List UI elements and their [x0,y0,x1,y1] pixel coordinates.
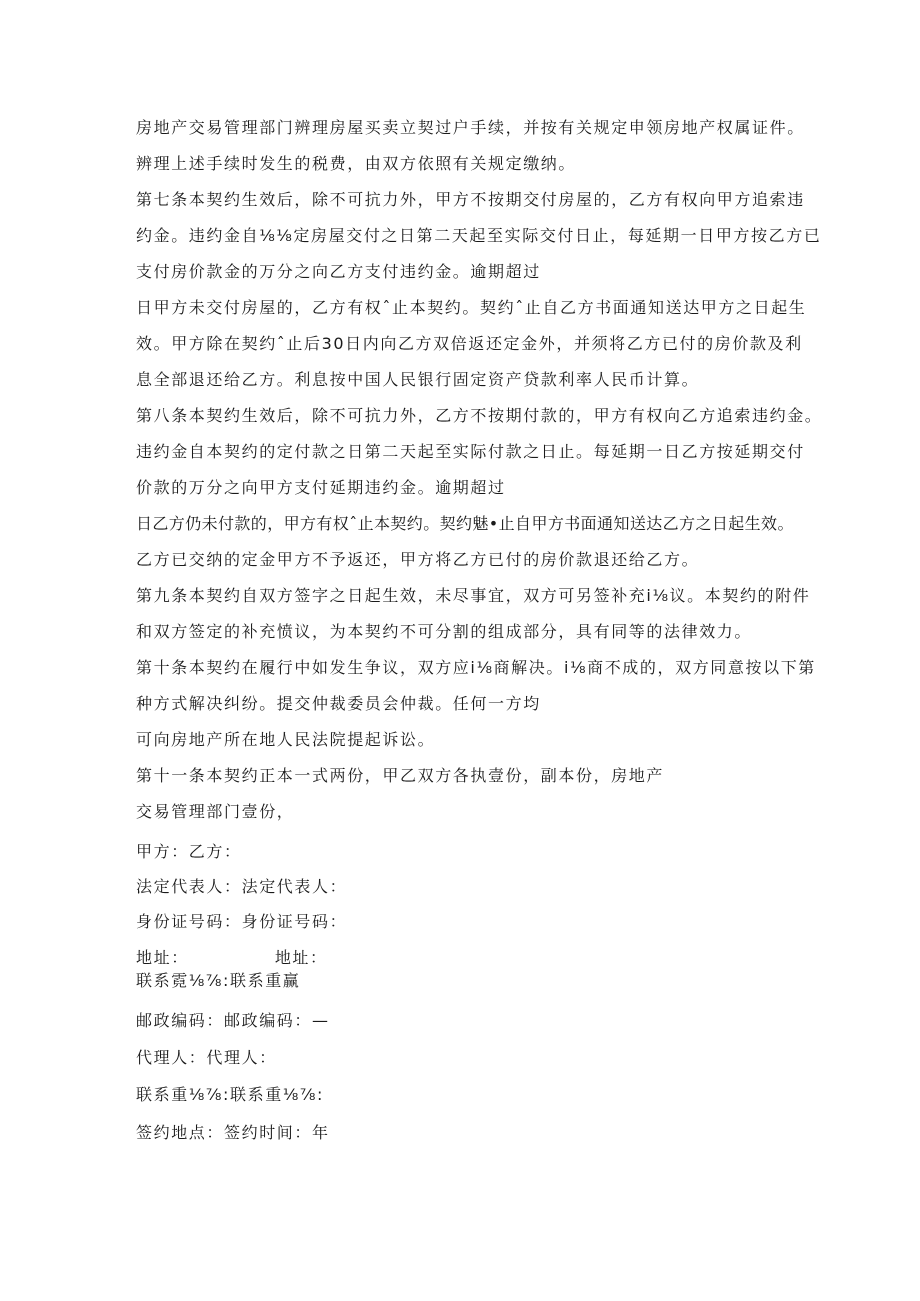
clause-text-line: 支付房价款金的万分之向乙方支付违约金。逾期超过 [136,262,541,281]
signature-postcode-line: 邮政编码：邮政编码：— [136,1011,330,1030]
clause-text-line: 乙方已交纳的定金甲方不予返还，甲方将乙方已付的房价款退还给乙方。 [136,550,700,569]
clause-text-line: 效。甲方除在契约ˆ止后30日内向乙方双倍返还定金外，并须将乙方已付的房价款及利 [136,334,803,353]
address-label-a: 地址： [136,948,189,967]
clause-text-line: 辨理上述手续时发生的税费，由双方依照有关规定缴纳。 [136,154,577,173]
clause-text-line: 价款的万分之向甲方支付延期违约金。逾期超过 [136,478,506,497]
signature-id-number-line: 身份证号码：身份证号码： [136,912,348,931]
clause-text-line: 日甲方未交付房屋的，乙方有权ˆ止本契约。契约ˆ止自乙方书面通知送达甲方之日起生 [136,298,807,317]
clause-text-line: 种方式解决纠纷。提交仲裁委员会仲裁。任何一方均 [136,694,541,713]
clause-10-line: 第十条本契约在履行中如发生争议，双方应i⅛商解决。i⅛商不成的，双方同意按以下第 [136,658,816,677]
clause-text-line: 可向房地产所在地人民法院提起诉讼。 [136,730,436,749]
clause-text-line: 交易管理部门壹份， [136,802,295,821]
signature-address-line [136,947,328,969]
signature-party-line: 甲方：乙方： [136,842,242,861]
signature-legal-rep-line: 法定代表人：法定代表人： [136,877,348,896]
clause-text-line: 和双方签定的补充愤议，为本契约不可分割的组成部分，具有同等的法律效力。 [136,622,753,641]
clause-text-line: 日乙方仍未付款的，甲方有权ˆ止本契约。契约魅•止自甲方书面通知送达乙方之日起生效。 [136,514,794,533]
clause-text-line: 约金。违约金自⅛⅛定房屋交付之日第二天起至实际交付日止，每延期一日甲方按乙方已 [136,226,822,245]
signature-agent-line: 代理人：代理人： [136,1048,277,1067]
clause-text-line: 房地产交易管理部门辨理房屋买卖立契过户手续，并按有关规定申领房地产权属证件。 [136,118,805,137]
clause-text-line: 息全部退还给乙方。利息按中国人民银行固定资产贷款利率人民币计算。 [136,370,700,389]
address-label-b: 地址： [274,948,328,967]
clause-11-line: 第十一条本契约正本一式两份，甲乙双方各执壹份，副本份，房地产 [136,766,665,785]
signature-phone-line: 联系霓⅛⅞:联系重赢 [136,971,301,990]
signature-agent-phone-line: 联系重⅛⅞:联系重⅛⅞: [136,1085,325,1104]
signature-place-time-line: 签约地点：签约时间：年 [136,1123,330,1142]
clause-7-line: 第七条本契约生效后，除不可抗力外，甲方不按期交付房屋的，乙方有权向甲方追索违 [136,190,805,209]
clause-text-line: 违约金自本契约的定付款之日第二天起至实际付款之日止。每延期一日乙方按延期交付 [136,442,805,461]
clause-9-line: 第九条本契约自双方签字之日起生效，未尽事宜，双方可另签补充i⅛议。本契约的附件 [136,586,811,605]
clause-8-line: 第八条本契约生效后，除不可抗力外，乙方不按期付款的，甲方有权向乙方追索违约金。 [136,406,823,425]
